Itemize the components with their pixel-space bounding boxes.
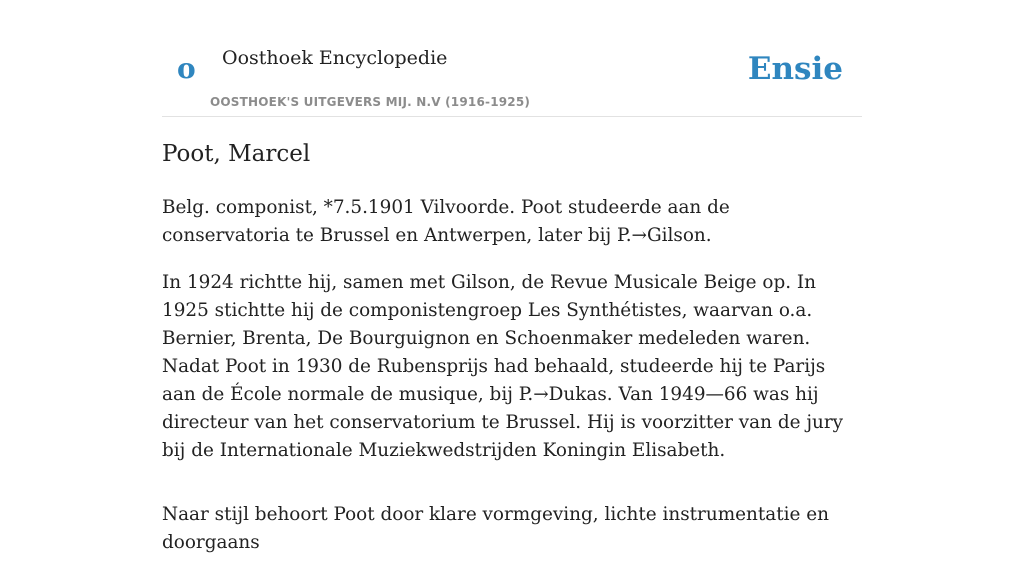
article-title: Poot, Marcel <box>162 141 311 167</box>
brand-logo-link[interactable]: Ensie <box>747 51 843 87</box>
site-header <box>162 0 862 117</box>
article-paragraph: Naar stijl behoort Poot door klare vormgeving, lichte instrumentatie en doorgaans <box>162 504 829 553</box>
article <box>162 136 862 576</box>
site-title-link[interactable]: Oosthoek Encyclopedie <box>222 47 448 69</box>
logo-link[interactable]: o <box>177 52 196 85</box>
article-paragraph: Belg. componist, *7.5.1901 Vilvoorde. Poot studeerde aan de conservatoria te Brussel en Antwerpen, later bij P.→Gilson. <box>162 197 730 246</box>
article-paragraph: In 1924 richtte hij, samen met Gilson, de Revue Musicale Beige op. In 1925 stichtte hij de componistengroep Les Synthétistes, waarvan o.a. Bernier, Brenta, De Bourguignon en Schoenmaker medeleden waren. Nadat Poot in 1930 de Rubensprijs had behaald, studeerde hij te Parijs aan de École normale de musique, bij P.→Dukas. Van 1949—66 was hij directeur van het conservatorium te Brussel. Hij is voorzitter van de jury bij de Internationale Muziekwedstrijden Koningin Elisabeth. <box>162 272 844 461</box>
publisher-subtitle: OOSTHOEK'S UITGEVERS MIJ. N.V (1916-1925) <box>210 95 531 109</box>
